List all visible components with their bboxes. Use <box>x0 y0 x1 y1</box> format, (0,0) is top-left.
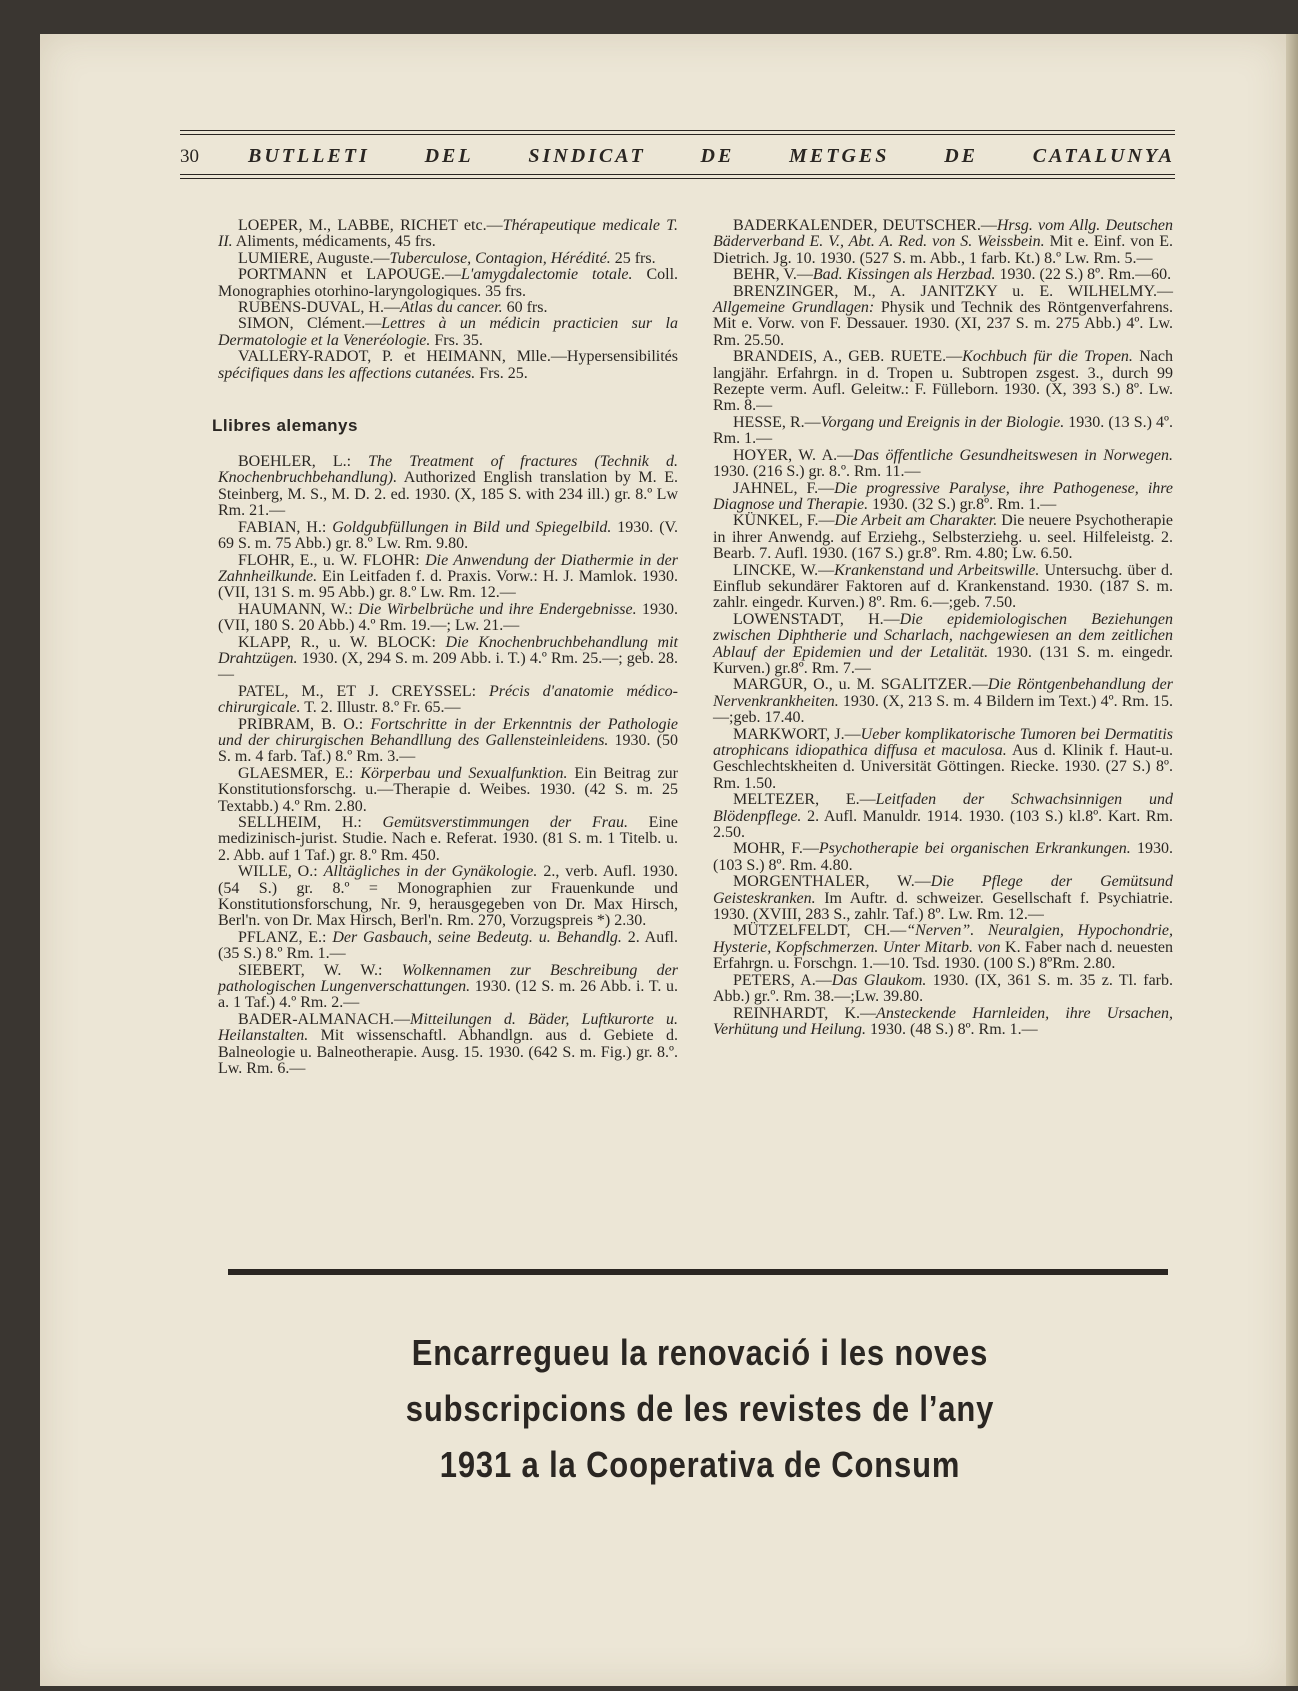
section-divider <box>228 1269 1168 1275</box>
book-entry <box>713 218 1173 267</box>
book-entry <box>713 563 1173 612</box>
entry-author: SIEBERT, W. W.: <box>238 961 402 979</box>
entry-details: Eine medizinisch-jurist. Studie. Nach e. Referat. 1930. (81 S. m. 1 Titelb. u. 2. Abb. auf 1 Taf.) gr. 8.º Rm. 450. <box>218 814 678 864</box>
entry-author: PORTMANN et LAPOUGE.— <box>238 266 461 284</box>
running-title-word: BUTLLETI <box>248 145 370 167</box>
book-entry <box>218 766 678 815</box>
book-entry <box>713 923 1173 972</box>
entry-title: Die epidemiologischen Beziehungen zwischen Diphtherie und Scharlach, nachgewiesen an dem zeitlichen Ablauf der Epidemien und der Letalität. <box>713 610 1173 661</box>
running-title-word: DE <box>944 145 978 167</box>
entry-title: The Treatment of fractures (Technik d. Knochenbruchbehandlung). <box>218 453 678 487</box>
book-entry <box>713 612 1173 678</box>
header-rule-top-2 <box>180 134 1175 135</box>
entry-author: PETERS, A.— <box>733 971 832 989</box>
entry-details: 1930. (V. 69 S. m. 75 Abb.) gr. 8.º Lw. Rm. 9.80. <box>218 518 679 553</box>
book-entry <box>218 349 678 382</box>
entry-author: MARKWORT, J.— <box>733 725 861 743</box>
entry-title: Das Glaukom. <box>831 971 927 989</box>
book-entry <box>713 677 1173 726</box>
page-header <box>180 130 1175 182</box>
entry-title: spécifiques dans les affections cutanées. <box>218 364 476 382</box>
entry-details: Mit e. Einf. von E. Dietrich. Jg. 10. 1930. (527 S. m. Abb., 1 farb. Kt.) 8.º Lw. Rm. 5.— <box>713 233 1173 267</box>
entry-title: Thérapeutique medicale T. II. <box>218 217 678 251</box>
entry-author: JAHNEL, F.— <box>733 479 835 497</box>
entry-title: Atlas du cancer. <box>399 299 503 317</box>
book-entry <box>713 415 1173 448</box>
book-entry <box>218 815 678 864</box>
entry-details: K. Faber nach d. neuesten Erfahrgn. u. Forschgn. 1.—10. Tsd. 1930. (100 S.) 8ºRm. 2.80. <box>713 938 1174 973</box>
right-column <box>713 218 1173 1078</box>
entry-details: Authorized English translation by M. E. Steinberg, M. S., M. D. 2. ed. 1930. (X, 185 S. with 234 ill.) gr. 8.º Lw Rm. 21.— <box>218 469 678 520</box>
running-title-word: METGES <box>789 145 890 167</box>
entry-title: L'amygdalectomie totale. <box>460 266 633 284</box>
entry-author: BEHR, V.— <box>733 266 813 284</box>
running-title-word: DE <box>700 145 735 167</box>
left-column <box>212 217 679 1078</box>
entry-title: Gemütsverstimmungen der Frau. <box>382 814 628 831</box>
running-title-word: CATALUNYA <box>1032 145 1175 167</box>
entry-author: LUMIERE, Auguste.— <box>238 249 390 267</box>
entry-author: HAUMANN, W.: <box>238 600 359 618</box>
entry-title: Précis d'anatomie médico-chirurgicale. <box>218 682 679 717</box>
entry-details: T. 2. Illustr. 8.º Fr. 65.— <box>300 699 461 717</box>
entry-author: PRIBRAM, B. O.: <box>238 715 371 733</box>
book-entry <box>218 218 678 251</box>
page-number: 30 <box>180 146 199 167</box>
book-entry <box>713 267 1173 283</box>
entry-author: LINCKE, W.— <box>733 561 835 579</box>
entry-details: 2. Aufl. (35 S.) 8.º Rm. 1.— <box>218 928 678 963</box>
entry-title: Die Knochenbruchbehandlung mit Drahtzügen. <box>218 633 679 667</box>
entry-title: Vorgang und Ereignis in der Biologie. <box>820 413 1065 431</box>
entry-details: Frs. 25. <box>475 364 528 382</box>
book-entry <box>218 717 678 766</box>
entry-details: Ein Leitfaden f. d. Praxis. Vorw.: H. J. Mamlok. 1930. (VII, 131 S. m. 95 Abb.) gr. 8.º Lw. Rm. 12.— <box>218 567 678 602</box>
entry-author: SIMON, Clément.— <box>238 315 382 333</box>
running-title-word: SINDICAT <box>528 145 646 167</box>
entry-details: 1930. (216 S.) gr. 8.º. Rm. 11.— <box>713 463 921 481</box>
book-entry <box>713 1006 1173 1039</box>
entry-title: Leitfaden der Schwachsinnigen und Blödenpflege. <box>713 791 1174 825</box>
entry-title: Der Gasbauch, seine Bedeutg. u. Behandlg. <box>332 928 622 946</box>
book-entry <box>218 300 678 316</box>
entry-details: Physik und Technik des Röntgenverfahrens. Mit e. Vorw. von F. Dessauer. 1930. (XI, 237 S. m. 275 Abb.) 4º. Lw. Rm. 25.50. <box>713 299 1173 349</box>
subscription-announcement <box>270 1325 1130 1493</box>
entry-title: Wolkennamen zur Beschreibung der pathologischen Lungenverschattungen. <box>218 961 679 996</box>
entry-author: VALLERY-RADOT, P. et HEIMANN, Mlle.—Hypersensibilités <box>238 348 678 366</box>
entry-author: FLOHR, E., u. W. FLOHR: <box>238 551 426 569</box>
book-entry <box>713 349 1173 415</box>
entry-author: PATEL, M., ET J. CREYSSEL: <box>238 682 489 700</box>
entry-title: Das öffentliche Gesundheitswesen in Norwegen. <box>853 446 1173 464</box>
entry-title: Die Anwendung der Diathermie in der Zahnheilkunde. <box>218 551 678 585</box>
entry-author: BOEHLER, L.: <box>238 453 369 471</box>
entry-author: BADER-ALMANACH.— <box>238 1010 410 1028</box>
bibliography-columns <box>212 217 1174 1078</box>
entry-details: Coll. Monographies otorhino-laryngologiques. 35 frs. <box>218 266 679 300</box>
entry-title: Die Wirbelbrüche und ihre Endergebnisse. <box>358 600 637 618</box>
entry-author: KLAPP, R., u. W. BLOCK: <box>238 633 446 651</box>
header-rule-bottom <box>180 174 1175 175</box>
book-entry <box>218 454 678 520</box>
entry-details: Aus d. Klinik f. Haut-u. Geschlechtskheiten d. Universität Göttingen. Riecke. 1930. (27 S.) 8º. Rm. 1.50. <box>713 742 1174 792</box>
book-entry <box>713 284 1173 350</box>
entry-details: Nach langjähr. Erfahrgn. in d. Tropen u. Subtropen zsgest. 3., durch 99 Rezepte verm. Aufl. Geleitw.: F. Fülleborn. 1930. (X, 393 S.) 8º. Lw. Rm. 8.— <box>713 348 1174 415</box>
book-entry <box>713 513 1173 562</box>
entry-title: Alltägliches in der Gynäkologie. <box>323 863 538 881</box>
entry-author: MOHR, F.— <box>733 840 819 858</box>
entry-details: 1930. (X, 294 S. m. 209 Abb. i. T.) 4.º Rm. 25.—; geb. 28.— <box>218 649 678 684</box>
announcement-line: Encarregueu la renovació i les noves <box>411 1332 989 1373</box>
entry-details: 2., verb. Aufl. 1930. (54 S.) gr. 8.º = Monographien zur Frauenkunde und Konstitutionsforschung, Nr. 9, herausgegeben von Dr. Max Hirsch, Berl'n. von Dr. Max Hirsch, Berl'n. Rm. 270, Vorzugspreis *) 2.30. <box>218 863 679 930</box>
entry-details: Die neuere Psychotherapie in ihrer Anwendg. auf Erziehg., Selbsterziehg. u. seel. Hilfeleistg. 2. Bearb. 7. Aufl. 1930. (167 S.) gr.8º. Rm. 4.80; Lw. 6.50. <box>713 512 1173 563</box>
entry-details: 1930. (22 S.) 8º. Rm.—60. <box>995 266 1172 284</box>
announcement-line: subscripcions de les revistes de l’any <box>405 1388 995 1429</box>
entry-title: Goldgubfüllungen in Bild und Spiegelbild. <box>332 518 612 536</box>
entry-author: HESSE, R.— <box>733 413 821 431</box>
entry-author: GLAESMER, E.: <box>238 764 361 782</box>
entry-author: RUBENS-DUVAL, H.— <box>238 299 400 317</box>
book-entry <box>713 727 1173 793</box>
book-entry <box>713 448 1173 481</box>
entry-title: Die Röntgenbehandlung der Nervenkrankheiten. <box>713 676 1173 710</box>
section-heading: Llibres alemanys <box>212 416 358 436</box>
entry-title: Die Pflege der Gemütsund Geisteskranken. <box>713 873 1173 907</box>
entry-details: Untersuchg. über d. Einflub sekundärer Faktoren auf d. Krankenstand. 1930. (187 S. m. zahlr. eingedr. Kurven.) 8º. Rm. 6.—;geb. 7.50. <box>713 561 1174 612</box>
entry-author: LOWENSTADT, H.— <box>733 610 900 628</box>
entry-title: Körperbau und Sexualfunktion. <box>360 764 568 782</box>
entry-details: 1930. (103 S.) 8º. Rm. 4.80. <box>713 840 1174 874</box>
german-book-list <box>218 454 678 1077</box>
entry-details: 1930. (VII, 180 S. 20 Abb.) 4.º Rm. 19.—; Lw. 21.— <box>218 600 679 635</box>
book-entry <box>218 267 678 300</box>
entry-author: BADERKALENDER, DEUTSCHER.— <box>733 217 997 234</box>
french-book-list <box>218 218 678 382</box>
entry-title: Die Arbeit am Charakter. <box>834 512 998 530</box>
book-entry <box>218 602 678 635</box>
book-entry <box>713 973 1173 1006</box>
book-entry <box>713 841 1173 874</box>
entry-title: Psychotherapie bei organischen Erkrankungen. <box>818 840 1131 858</box>
entry-details: 1930. (X, 213 S. m. 4 Bildern im Text.) 4º. Rm. 15.—;geb. 17.40. <box>713 692 1173 727</box>
entry-details: 1930. (13 S.) 4º. Rm. 1.— <box>713 413 1173 448</box>
book-entry <box>218 251 678 267</box>
entry-details: 60 frs. <box>502 299 548 317</box>
announcement-line: 1931 a la Cooperativa de Consum <box>439 1444 961 1485</box>
entry-author: FABIAN, H.: <box>238 518 333 536</box>
entry-author: BRANDEIS, A., GEB. RUETE.— <box>733 348 963 366</box>
entry-title: Hrsg. vom Allg. Deutschen Bäderverband E. V., Abt. A. Red. von S. Weissbein. <box>713 217 1173 251</box>
entry-author: MÜTZELFELDT, CH.— <box>733 922 907 940</box>
book-entry <box>218 930 678 963</box>
entry-details: 1930. (32 S.) gr.8º. Rm. 1.— <box>868 495 1057 513</box>
entry-details: 1930. (50 S. m. 4 farb. Taf.) 8.º Rm. 3.— <box>218 731 678 766</box>
entry-author: MORGENTHALER, W.— <box>733 873 931 891</box>
entry-details: Aliments, médicaments, 45 frs. <box>232 233 436 251</box>
entry-title: Bad. Kissingen als Herzbad. <box>812 266 996 284</box>
entry-title: Ueber komplikatorische Tumoren bei Dermatitis atrophicans idiopathica diffusa et maculosa. <box>713 725 1173 759</box>
running-title <box>248 145 1175 168</box>
entry-author: WILLE, O.: <box>238 863 324 881</box>
entry-title: Ansteckende Harnleiden, ihre Ursachen, Verhütung und Heilung. <box>713 1004 1173 1038</box>
entry-author: MELTEZER, E.— <box>733 791 876 809</box>
book-entry <box>218 520 678 553</box>
entry-title: Kochbuch für die Tropen. <box>962 348 1133 366</box>
entry-details: Ein Beitrag zur Konstitutionsforschg. u.—Therapie d. Weibes. 1930. (42 S. m. 25 Textabb.) 4.º Rm. 2.80. <box>218 764 679 815</box>
entry-title: “Nerven”. Neuralgien, Hypochondrie, Hysterie, Kopfschmerzen. Unter Mitarb. von <box>713 922 1173 956</box>
book-entry <box>218 864 678 930</box>
entry-title: Allgemeine Grundlagen: <box>713 299 875 317</box>
entry-title: Fortschritte in der Erkenntnis der Pathologie und der chirurgischen Behandllung des Gallensteinleidens. <box>218 715 678 749</box>
header-rule-bottom-2 <box>180 178 1175 179</box>
book-entry <box>218 316 678 349</box>
book-entry <box>218 963 678 1012</box>
entry-author: KÜNKEL, F.— <box>733 512 835 530</box>
entry-author: LOEPER, M., LABBE, RICHET etc.— <box>238 217 503 234</box>
entry-details: 2. Aufl. Manuldr. 1914. 1930. (103 S.) kl.8º. Kart. Rm. 2.50. <box>713 807 1173 842</box>
entry-details: Mit wissenschaftl. Abhandlgn. aus d. Gebiete d. Balneologie u. Balneotherapie. Ausg. 15. 1930. (642 S. m. Fig.) gr. 8.º. Lw. Rm. 6.— <box>218 1027 678 1078</box>
german-book-list-continued <box>713 218 1173 1038</box>
entry-author: PFLANZ, E.: <box>238 928 333 946</box>
book-entry <box>218 553 678 602</box>
book-entry <box>218 635 678 684</box>
entry-details: Im Auftr. d. schweizer. Gesellschaft f. Psychiatrie. 1930. (XVIII, 283 S., zahlr. Taf.) 8º. Lw. Rm. 12.— <box>713 889 1173 924</box>
book-entry <box>713 481 1173 514</box>
book-entry <box>218 684 678 717</box>
running-title-word: DEL <box>424 145 474 167</box>
entry-details: 1930. (48 S.) 8º. Rm. 1.— <box>866 1020 1038 1038</box>
entry-author: SELLHEIM, H.: <box>238 814 383 831</box>
header-rule-top <box>180 130 1175 131</box>
entry-title: Lettres à un médicin practicien sur la Dermatologie et la Veneréologie. <box>218 315 678 349</box>
entry-details: 25 frs. <box>610 249 656 267</box>
entry-details: 1930. (131 S. m. eingedr. Kurven.) gr.8º. Rm. 7.— <box>713 643 1174 677</box>
book-entry <box>713 874 1173 923</box>
header-row <box>180 145 1175 168</box>
entry-details: 1930. (12 S. m. 26 Abb. i. T. u. a. 1 Taf.) 4.º Rm. 2.— <box>218 978 678 1012</box>
entry-title: Mitteilungen d. Bäder, Luftkurorte u. Heilanstalten. <box>218 1010 678 1045</box>
entry-title: Krankenstand und Arbeitswille. <box>834 561 1040 579</box>
entry-title: Tuberculose, Contagion, Hérédité. <box>389 249 611 267</box>
entry-author: REINHARDT, K.— <box>733 1004 877 1022</box>
entry-author: HOYER, W. A.— <box>733 446 854 464</box>
page-edge <box>1286 34 1298 1686</box>
book-entry <box>218 1012 678 1078</box>
entry-title: Die progressive Paralyse, ihre Pathogenese, ihre Diagnose und Therapie. <box>713 479 1173 513</box>
entry-details: 1930. (IX, 361 S. m. 35 z. Tl. farb. Abb.) gr.º. Rm. 38.—;Lw. 39.80. <box>713 971 1173 1006</box>
entry-author: MARGUR, O., u. M. SGALITZER.— <box>733 676 988 694</box>
entry-author: BRENZINGER, M., A. JANITZKY u. E. WILHELMY.— <box>733 282 1173 300</box>
book-entry <box>713 792 1173 841</box>
entry-details: Frs. 35. <box>430 331 483 349</box>
